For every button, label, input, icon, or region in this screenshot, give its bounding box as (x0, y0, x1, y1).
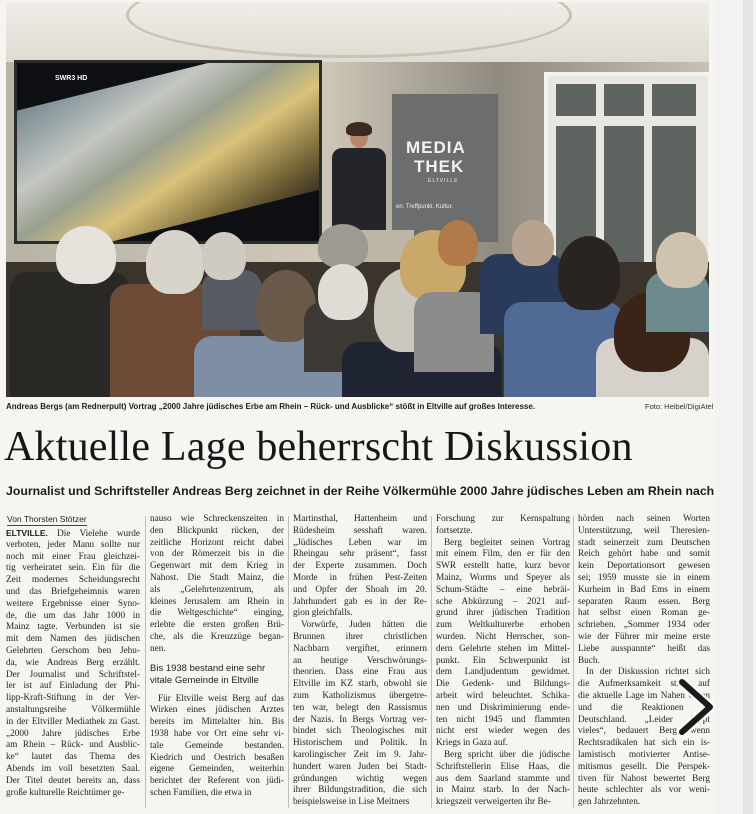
text-line: Reich gehört habe und somit (578, 549, 710, 560)
text-line: Berg spricht über die jüdische (444, 749, 570, 760)
text-line: „Jüdisches Leben war im (293, 537, 427, 548)
column-2-continuation (150, 694, 284, 800)
text-line: beispielsweise in Lise Meitners (293, 797, 410, 808)
scrollbar-track[interactable] (743, 0, 753, 814)
projection-screen (14, 60, 322, 244)
text-line: karolingischer Zeit im 9. Jahr- (293, 749, 427, 760)
photo-credit: Foto: Heibel/DigiAtel (645, 402, 714, 411)
text-line: hörden nach seinen Worten (578, 514, 710, 524)
text-line: und die Reaktionen in (578, 702, 710, 713)
column-divider (573, 516, 574, 808)
text-line: Unterstützung, weil Theresien- (578, 525, 710, 536)
text-line: gion gleichfalls. (293, 608, 353, 619)
text-line: Historischem und Politik. In (293, 738, 427, 749)
text-line: theorien. Dass eine Frau aus (293, 667, 427, 678)
text-line: che, als die Kreuzzüge began- (150, 631, 284, 642)
banner-line2: THEK (414, 157, 465, 176)
text-line: Bis 1938 bestand eine sehr (150, 662, 266, 674)
text-line: sche Abkürzung – 2021 auf- (436, 596, 570, 607)
text-line: ke“ lautet das Thema des (6, 752, 140, 763)
text-line: tale Gemeinde bestanden. (150, 740, 284, 751)
speaker-figure (330, 122, 388, 230)
text-line: Kiedrich und Oestrich besaßen (150, 752, 284, 763)
text-line: Liebe ausspannte“ heißt das (578, 643, 710, 654)
column-divider (145, 516, 146, 808)
subheadline: Journalist und Schriftsteller Andreas Berg zeichnet in der Reihe Völkermühle 2000 Jahre jüdisches Leben am Rhein nach (6, 484, 715, 498)
text-line: ihrer Bildungstradition, die sich (293, 785, 427, 796)
dateline: ELTVILLE. (6, 528, 48, 538)
article-column-3 (293, 514, 427, 809)
text-line: vieles“, bedauert Berg, wenn (578, 726, 710, 737)
text-line: anstaltungsreihe Völkermühle (6, 704, 140, 715)
text-line: hundert waren Juden bei Stadt- (293, 761, 427, 772)
text-line: Kurheim in Bad Ems in einem (578, 584, 710, 595)
column-subheading (150, 663, 284, 687)
text-line: arbeit wird beleuchtet. Schika- (436, 690, 570, 701)
text-line: gründungen wichtig wegen (293, 773, 427, 784)
text-line: stadt seinerzeit zum Deutschen (578, 537, 710, 548)
text-line: Der Journalist und Schriftstel- (6, 669, 140, 680)
text-line: ler ist auf Einladung der Phi- (6, 681, 140, 692)
text-line: tiven für Nahost bewertet Berg (578, 773, 710, 784)
text-line: kleines Jerusalem am Rhein in (150, 596, 284, 607)
text-line: Vorwürfe, Juden hätten die (301, 620, 427, 631)
text-line: Eltville im KZ starb, obwohl sie (293, 679, 427, 690)
chevron-right-icon[interactable] (660, 672, 730, 742)
text-line: schen Familien, die etwa in (150, 787, 252, 798)
text-line: hat selbst einen Roman ge- (578, 608, 710, 619)
text-line: Für Eltville weist Berg auf das (158, 693, 284, 704)
text-line: von der Römerzeit bis in die (150, 549, 284, 560)
text-line: zeitliche Horizont reicht dabei (150, 537, 284, 548)
column-divider (288, 516, 289, 808)
text-line: ten war, belegt den Rassismus (293, 702, 427, 713)
text-line: bindet sich Theologisches mit (293, 726, 427, 737)
text-line: Gelehrten Gerschom ben Jehu- (6, 645, 140, 656)
text-line: Rüdesheim sesshaft waren. (293, 525, 427, 536)
text-line: da, wie Andreas Berg erzählt. (6, 657, 140, 668)
article-column-1 (6, 528, 140, 799)
banner-line1: MEDIA (406, 138, 466, 157)
text-line: in der Eltviller Mediathek zu Gast. (6, 716, 140, 727)
text-line: Rechtsradikalen hat sich ein is- (578, 738, 710, 749)
text-line: der Nazis. In Bergs Vortrag ver- (293, 714, 427, 725)
text-line: dern Gelehrte stehen im Mittel- (436, 643, 570, 654)
text-line: an heutige Verschwörungs- (293, 655, 427, 666)
text-line: nen. (150, 643, 166, 654)
text-line: heute schlechter als vor weni- (578, 785, 710, 796)
text-line: mit dem Namen des jüdischen (6, 634, 140, 645)
text-line: Wirken eines jüdischen Arztes (150, 705, 284, 716)
text-line: nen und Diskriminierung ende- (436, 702, 570, 713)
text-line: verboten, jeder Mann sollte nur (6, 539, 140, 550)
text-line: lamistisch motivierter Antise- (578, 749, 710, 760)
text-line: die aktuelle Lage im Nahen Osten (578, 690, 710, 701)
text-line: in Mainz starb. In der Nach- (436, 785, 570, 796)
text-line: Abends im voll besetzten Saal. (6, 763, 140, 774)
text-line: als „Gelehrtenzentrum, als (150, 584, 284, 595)
text-line: kein Deportationsort gewesen (578, 561, 710, 572)
text-line: gen Jahrzehnten. (578, 797, 641, 808)
text-line: kriegszeit verweigerten ihr Be- (436, 797, 551, 808)
text-line: der Experte zusammen. Doch (293, 561, 427, 572)
text-line: grund ihrer jüdischen Tradition (436, 608, 570, 619)
text-line: sei; 1959 musste sie in einem (578, 572, 710, 583)
text-line: Schriftstellerin Elise Haas, die (436, 761, 570, 772)
text-line: mit einem Film, den er für den (436, 549, 570, 560)
text-line: Der Titel deutet bereits an, dass (6, 775, 140, 786)
text-line: Nahost. Die Stadt Mainz, die (150, 572, 284, 583)
text-line: de, die um das Jahr 1000 in (6, 610, 140, 621)
text-line: ELTVILLE. Die Vielehe wurde (6, 528, 140, 539)
text-line: Kriegs in Gaza auf. (436, 738, 508, 749)
text-line: Nachbarn vergiftet, erinnern (293, 643, 427, 654)
column-2-body (150, 514, 284, 656)
text-line: Zeit modernes Scheidungsrecht (6, 575, 140, 586)
mediathek-banner (392, 94, 498, 242)
text-line: „2000 Jahre jüdisches Erbe (6, 728, 140, 739)
text-line: Berg begleitet seinen Vortrag (444, 537, 570, 548)
text-line: zum Weltkulturerbe erhoben (436, 620, 570, 631)
text-line: und Opfer der Shoah im 20. (293, 584, 427, 595)
text-line: ten nicht 1945 und flammten (436, 714, 570, 725)
column-divider (431, 516, 432, 808)
text-line: In der Diskussion richtet sich (586, 667, 710, 678)
headline: Aktuelle Lage beherrscht Diskussion (4, 424, 633, 470)
article-column-2 (150, 514, 284, 800)
text-line: SWR erstellt hatte, kurz bevor (436, 561, 570, 572)
banner-line3: ELTVILLE (428, 178, 459, 184)
text-line: nauso wie Schreckenszeiten in (150, 514, 284, 524)
text-line: 1938 habe vor Ort eine sehr vi- (150, 728, 284, 739)
text-line: wie der Führer mir meine erste (578, 631, 710, 642)
byline: Von Thorsten Stötzer (7, 514, 87, 524)
text-line: dem Landjudentum gewidmet. (436, 667, 570, 678)
text-line: noch mit einer Frau gleichzei- (6, 551, 140, 562)
text-line: den Blickpunkt rücken, der (150, 525, 284, 536)
text-line: Forschung zur Kernspaltung (436, 514, 570, 524)
text-line: separaten Raum essen. Berg (578, 596, 710, 607)
text-line: Brunnen ihrer christlichen (293, 631, 427, 642)
text-line: Buch. (578, 655, 600, 666)
text-line: und das Briefgeheimnis waren (6, 586, 140, 597)
text-line: mitismus gesellt. Die Perspek- (578, 761, 710, 772)
text-line: bereits im Mittelalter hin. Bis (150, 717, 284, 728)
text-line: Gegenwart mit dem Krieg in (150, 561, 284, 572)
text-line: große kulturelle Reichtümer ge- (6, 787, 125, 798)
article-column-5 (578, 514, 710, 809)
text-line: vitale Gemeinde in Eltville (150, 674, 259, 686)
text-line: Die Gedenk- und Bildungs- (436, 679, 570, 690)
text-line: weitere Ergebnisse einer Syno- (6, 598, 140, 609)
text-line: zum Katholizismus übergetre- (293, 690, 427, 701)
banner-line4: en. Treffpunkt. Kultur. (396, 204, 453, 210)
text-line: Deutschland. „Leider kippt (578, 714, 710, 725)
text-line: Rheingau sehr präsent“, fasst (293, 549, 427, 560)
text-line: schrieben. „Sommer 1934 oder (578, 620, 710, 631)
article-column-4 (436, 514, 570, 809)
text-line: fortsetzte. (436, 525, 473, 536)
text-line: wurden. Nicht Herrscher, son- (436, 631, 570, 642)
text-line: Morde in frühen Pest-Zeiten (293, 572, 427, 583)
article-photo (6, 2, 709, 397)
text-line: nicht erst wieder wegen des (436, 726, 570, 737)
text-line: die Weltgeschichte“ einging, (150, 608, 284, 619)
text-line: Mainz tagte. Verbunden ist sie (6, 622, 140, 633)
text-line: lipp-Kraft-Stiftung in der Ver- (6, 693, 140, 704)
text-line: eigene Gemeinden, weiterhin (150, 764, 284, 775)
text-line: aus dem Saarland stammte und (436, 773, 570, 784)
text-line: Jahrhundert gab es in der Re- (293, 596, 427, 607)
text-line: erlebte die ersten großen Brü- (150, 620, 284, 631)
text-line: Schum-Städte – eine hebräi- (436, 584, 570, 595)
text-line: die Aufmerksamkeit stark auf (578, 679, 710, 690)
text-line: Mainz, Worms und Speyer als (436, 572, 570, 583)
text-line: punkt. Ein Schwerpunkt ist (436, 655, 570, 666)
photo-caption: Andreas Bergs (am Rednerpult) Vortrag „2000 Jahre jüdisches Erbe am Rhein – Rück- und Ausblicke“ stößt in Eltville auf großes Interesse. (6, 402, 536, 411)
text-line: tig verheiratet sein. Ein für die (6, 563, 140, 574)
screen-logo: SWR3 HD (55, 75, 88, 82)
text-line: Martinsthal, Hattenheim und (293, 514, 427, 524)
text-line: am Rhein – Rück- und Ausblic- (6, 740, 140, 751)
text-line: berichtet der Referent von jüdi- (150, 776, 284, 787)
screen-image (14, 60, 322, 244)
